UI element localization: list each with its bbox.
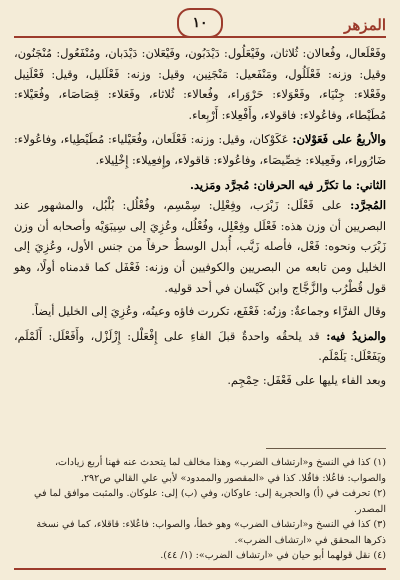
paragraph-1: وفَعْلَعال، وفُعالان: ثُلاثان، وفَيْعَلُول: دَيْدَبُون، وفَيْعَلان: دَيْدَبان، ومُنْفَعُول: مُنْجَنُون، وقيل: وزنه: فَعْلَلُول، ومَنْفَعيل: مَنْجَنِين، وقيل: وزنه: فَعْلَليل، وقيل: فَعْلَنِيل وفَعْلاء: جِنْيَاء، وفَعْوَلاء: حَرْوَراء، وفُعالاء: ثُلاثاء، وفَعَلاء: قِصَاصَاء، وفُعَيْلاء: مُطَيْطاء، وفاعُولاء: فاقولاء، وأَفْعِلاء: أَرْبِعاء. [14,47,386,122]
paragraph-6 [14,326,386,368]
paragraph-4-text: على فَعْلَل: زَبْرَب، وفِعْلِل: سِمْسِم، وفُعْلُل: بُلْبُل، والمشهور عند البصريين أن وزن هذه: فَعْلَل وفِعْلِل، وفُعْلُل، وعُزِيَ إلى سِيبَوَيْه وأصحابه أن وزن زَبْرَب ونحوه: فَعْل، فأصله زَبَّب، أُبدل الوسطُ حرفاً من جنس الأول، وعُزِيَ إلى الخليل ومن تابعه من البصريين والكوفيين أن وزنه: فَعْفَل كما قدمناه أولًا، وهو قول قُطْرُب والزَّجَّاج وابن كَيْسان في أحد قوليه. [14,199,386,295]
main-text [14,44,386,392]
paragraph-6-text: قد يلحقُه واحدةٌ قبلَ الفاءِ على إِفْعَلْل: إِزْلَزْل، وأَفَعْلَل: أَلَمْلَم، ويَفَعْلَل: يَلَمْلَم. [14,329,386,364]
footnote-2: (٢) تحرفت في (أ) والحجرية إلى: عاوكان، وفي (ب) إلى: علوكان. والمثبت موافق لما في المصدر. [34,488,386,515]
paragraph-4 [14,195,386,299]
paragraph-2 [14,129,386,171]
paragraph-6-lead: والمزيدُ فيه: [326,328,387,343]
page-number-badge: ١٠ [177,8,223,38]
paragraph-4-lead: المُجرَّد: [350,198,387,213]
paragraph-2-text: عَكَوْكان، وقيل: وزنه: فَعْلَعان، وفُعَيْلياء: مُطَيْطِياء، وفاعُولاء: ضَارُوراء، وفَعِيلاء: خِصِّيصَاء، وفاعُولاء: قاقولاء، وإِفعِيلاء: إِخْلِيلاء. [14,133,386,167]
paragraph-7: وبعد الفاء يليها على فَعْفَل: حِمْجِم. [227,373,386,387]
section-heading: الثاني: ما تكرَّر فيه الحرفان: مُجرَّد ومَزيد. [190,177,386,192]
running-title: المزهر [344,16,386,34]
footnote-4: (٤) نقل قولهما أبو حيان في «ارتشاف الضرب»: (١/ ٤٤). [160,550,386,561]
header-rule [14,36,386,38]
footer-rule [14,568,386,570]
footnote-3: (٣) كذا في النسخ و«ارتشاف الضرب» وهو خطأ، والصواب: فاعُلاء: قاقلاء، كما في نسخة ذكرها المحقق في «ارتشاف الضرب». [36,519,386,546]
footnote-1: (١) كذا في النسخ و«ارتشاف الضرب» وهذا مخالف لما يتحدث عنه فهنا أربع زيادات، والصواب: فاعُلا: فاقُلا. كذا في «المقصور والممدود» لأبي علي القالي ص٢٩٢. [54,457,386,484]
paragraph-2-lead: والأربعُ على فَعَوْلان: [292,132,386,147]
footnotes [14,448,386,564]
paragraph-5: وقال الفرَّاء وجماعةٌ: وزنُه: فَعْفَع، تكررت فاؤه وعينُه، وعُزِيَ إلى الخليل أيضاً. [31,305,386,319]
footnote-rule [266,448,386,449]
